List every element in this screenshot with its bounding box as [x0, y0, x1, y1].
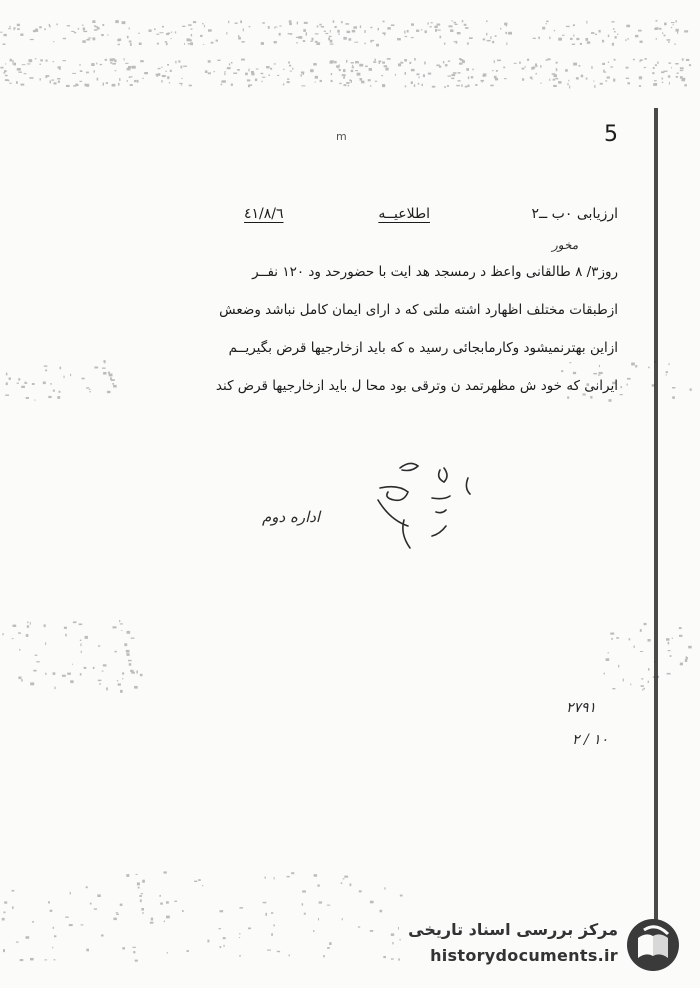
book-shield-icon: [624, 916, 682, 974]
watermark-url: historydocuments.ir: [430, 946, 618, 965]
document-reference: ارزیابی ۰ب ــ۲: [531, 206, 618, 222]
document-date: ٤١/٨/٦: [244, 206, 284, 222]
bottom-number-2: ۲ / ۱۰: [572, 732, 609, 748]
top-mark: m: [336, 130, 347, 143]
signature-label: اداره دوم: [262, 508, 321, 526]
watermark-title: مرکز بررسی اسناد تاریخی: [408, 920, 618, 939]
document-title: اطلاعیــه: [378, 206, 430, 222]
body-line-2: ازطبقات مختلف اظهارد اشته ملتی که د ارای ایمان کامل نباشد وضعش: [219, 302, 618, 318]
bottom-number: ۲۷۹۱: [566, 700, 597, 716]
corner-mark: 5: [604, 122, 618, 147]
watermark: [408, 912, 688, 978]
body-line-3: ازاین بهترنمیشود وکارمابجائی رسید ه که باید ازخارجیها قرض بگیریــم: [228, 340, 618, 356]
margin-note: مخور: [552, 238, 579, 252]
body-line-4: ایرانی که خود ش مظهرتمد ن وترقی بود محا ل باید ازخارجیها قرض کند: [215, 378, 618, 394]
body-line-1: روز۳/ ۸ طالقانی واعظ د رمسجد هد ایت با حضورحد ود ۱۲۰ نفــر: [252, 264, 618, 280]
